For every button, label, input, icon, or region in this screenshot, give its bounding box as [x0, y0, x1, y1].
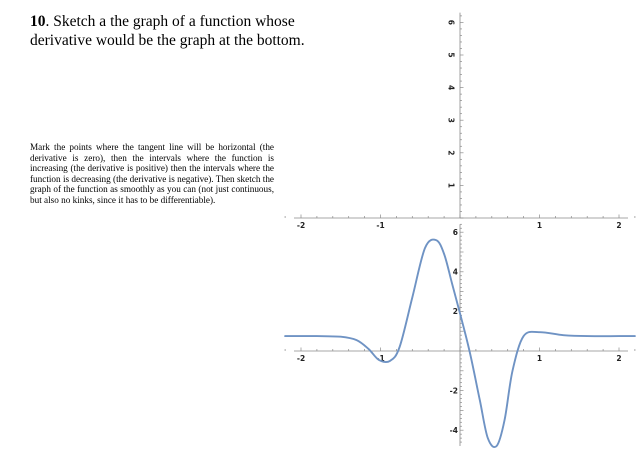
blank-sketch-axes — [285, 13, 635, 230]
y-tick-label: 2 — [452, 307, 458, 317]
x-tick-label: 2 — [616, 221, 622, 230]
y-tick-label: -2 — [449, 386, 458, 396]
y-tick-label: 3 — [446, 117, 456, 123]
y-tick-label: 6 — [452, 227, 458, 237]
x-tick-label: 1 — [536, 354, 543, 363]
x-tick-label: 1 — [536, 221, 543, 230]
y-tick-label: 6 — [446, 19, 456, 26]
x-tick-label: -2 — [296, 221, 306, 230]
x-tick-label: -1 — [376, 221, 385, 230]
problem-instructions: Mark the points where the tangent line will be horizontal (the derivative is zero), then the intervals where the function is increasing (the derivative is positive) then the intervals where the function is decreasing (the derivative is negative). Then sketch the graph of the function as smoothly as you can (not just continuous, but also no kinks, since it has to be differentiable). — [30, 142, 274, 205]
y-tick-label: 4 — [446, 84, 456, 91]
problem-number: 10 — [30, 13, 46, 30]
y-tick-label: 4 — [452, 267, 458, 277]
y-tick-label: 2 — [446, 150, 456, 156]
derivative-graph — [285, 224, 635, 447]
y-tick-label: 5 — [446, 52, 456, 58]
x-tick-label: -2 — [296, 354, 306, 363]
problem-statement: . Sketch a the graph of a function whose derivative would be the graph at the bottom. — [30, 13, 305, 49]
x-tick-label: 2 — [616, 354, 622, 363]
y-tick-label: 1 — [446, 182, 456, 189]
x-tick-label: -1 — [376, 354, 385, 363]
y-tick-label: -4 — [449, 425, 458, 435]
